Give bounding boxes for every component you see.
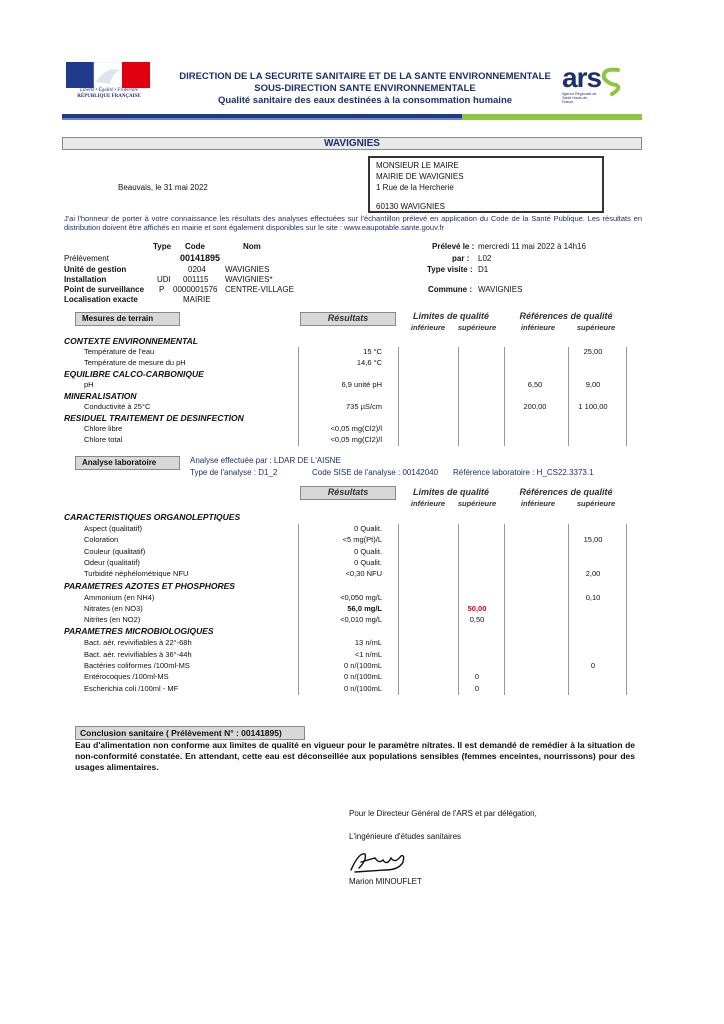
table-divider <box>568 524 569 695</box>
param-result: <5 mg(Pt)/L <box>342 535 382 545</box>
labo-type-analyse: Type de l'analyse : D1_2 <box>190 468 278 477</box>
param-result: 0 Qualit. <box>354 524 382 533</box>
terrain-col-lim-inf: inférieure <box>410 323 446 332</box>
table-divider <box>626 524 627 695</box>
labo-section-header: Analyse laboratoire <box>75 456 180 470</box>
cell-ref-sup: 2,00 <box>585 569 601 579</box>
prelevement-label: Prélèvement <box>64 254 109 263</box>
ars-tagline: Agence Régionale de Santé Hauts-de-France <box>562 92 597 104</box>
localisation-nom: MAIRIE <box>183 295 211 304</box>
point-type: P <box>159 285 165 294</box>
unite-code: 0204 <box>188 265 206 274</box>
terrain-col-limites: Limites de qualité <box>412 311 490 321</box>
table-divider <box>504 347 505 446</box>
commune-label: Commune : <box>428 285 472 294</box>
info-col-nom: Nom <box>243 242 261 251</box>
group-title: RESIDUEL TRAITEMENT DE DESINFECTION <box>64 413 244 423</box>
address-line1: MONSIEUR LE MAIRE <box>376 161 459 170</box>
ars-swoosh-icon <box>596 66 624 96</box>
header-rule-green <box>462 114 642 120</box>
terrain-section-header: Mesures de terrain <box>75 312 180 326</box>
param-name: Aspect (qualitatif) <box>84 524 142 533</box>
param-name: Turbidité néphélométrique NFU <box>84 569 189 579</box>
point-code: 0000001576 <box>173 285 218 294</box>
param-result: 0 Qualit. <box>354 546 382 556</box>
commune-title: WAVIGNIES <box>62 137 642 150</box>
signature-name: Marion MINOUFLET <box>349 877 422 886</box>
param-name: Coloration <box>84 535 119 545</box>
param-result: 15 °C <box>363 347 382 356</box>
type-visite-value: D1 <box>478 265 489 274</box>
labo-reference: Référence laboratoire : H_CS22.3373.1 <box>453 468 594 477</box>
table-divider <box>298 347 299 446</box>
installation-code: 001115 <box>183 275 209 284</box>
cell-ref-sup: 15,00 <box>583 535 603 545</box>
param-name: Odeur (qualitatif) <box>84 557 140 567</box>
param-result: 0 n/(100mL <box>344 683 382 693</box>
param-name: Escherichia coli /100ml - MF <box>84 683 179 693</box>
preleve-label: Prélevé le : <box>432 242 475 251</box>
labo-col-lim-inf: inférieure <box>410 499 446 508</box>
param-name: Température de mesure du pH <box>84 358 186 367</box>
cell-lim-sup: 0,50 <box>469 615 485 625</box>
rf-text <box>64 88 154 100</box>
commune-value: WAVIGNIES <box>478 285 523 294</box>
terrain-col-ref-sup: supérieure <box>576 323 616 332</box>
param-name: Entérocoques /100ml-MS <box>84 672 169 682</box>
republique-francaise-logo <box>66 62 150 88</box>
installation-label: Installation <box>64 275 107 284</box>
cell-ref-sup: 9,00 <box>585 380 601 389</box>
param-result: 0 Qualit. <box>354 557 382 567</box>
param-name: Chlore total <box>84 435 123 444</box>
param-name: pH <box>84 380 94 389</box>
group-title: EQUILIBRE CALCO-CARBONIQUE <box>64 369 204 379</box>
conclusion-header: Conclusion sanitaire ( Prélèvement N° : 00141895) <box>75 726 305 740</box>
param-result: <0,010 mg/L <box>340 615 382 625</box>
table-divider <box>458 347 459 446</box>
param-name: Nitrates (en NO3) <box>84 603 143 613</box>
point-label: Point de surveillance <box>64 285 145 294</box>
terrain-col-references: Références de qualité <box>519 311 613 321</box>
installation-type: UDI <box>157 275 171 284</box>
param-result: <0,05 mg(Cl2)/l <box>330 424 382 433</box>
param-result: 13 n/mL <box>354 638 382 648</box>
param-name: Bact. aér. revivifiables à 36°-44h <box>84 649 192 659</box>
labo-col-resultats: Résultats <box>327 487 369 497</box>
param-name: Couleur (qualitatif) <box>84 546 146 556</box>
header-title-line2: SOUS-DIRECTION SANTE ENVIRONNEMENTALE <box>254 83 476 94</box>
rf-name: RÉPUBLIQUE FRANÇAISE <box>77 94 141 99</box>
localisation-label: Localisation exacte <box>64 295 138 304</box>
date-line: Beauvais, le 31 mai 2022 <box>118 183 208 192</box>
table-divider <box>458 524 459 695</box>
labo-effectuee-par: Analyse effectuée par : LDAR DE L'AISNE <box>190 456 341 465</box>
header-title-line1: DIRECTION DE LA SECURITE SANITAIRE ET DE LA SANTE ENVIRONNEMENTALE <box>179 71 551 82</box>
par-value: L02 <box>478 254 492 263</box>
table-divider <box>398 524 399 695</box>
address-line3: 1 Rue de la Hercherie <box>376 183 454 192</box>
rf-motto: Liberté • Égalité • Fraternité <box>80 88 138 93</box>
param-result: 0 n/(100mL <box>344 661 382 670</box>
param-result: 56,0 mg/L <box>347 603 382 613</box>
labo-col-lim-sup: supérieure <box>457 499 497 508</box>
group-title: CARACTERISTIQUES ORGANOLEPTIQUES <box>64 512 241 522</box>
param-name: Bact. aér. revivifiables à 22°-68h <box>84 638 192 648</box>
labo-col-references: Références de qualité <box>519 487 613 497</box>
signature-line2: L'ingénieure d'études sanitaires <box>349 832 462 841</box>
param-result: 735 µS/cm <box>345 402 382 411</box>
group-title: PARAMETRES MICROBIOLOGIQUES <box>64 626 214 637</box>
param-result: <0,30 NFU <box>345 569 382 579</box>
cell-ref-sup: 0 <box>590 661 596 670</box>
cell-ref-sup: 25,00 <box>583 347 603 356</box>
ars-logo-text: ars <box>562 62 602 93</box>
header-title-line3: Qualité sanitaire des eaux destinées à la consommation humaine <box>217 95 513 106</box>
address-line4: 60130 WAVIGNIES <box>376 202 445 211</box>
point-nom: CENTRE-VILLAGE <box>225 285 294 294</box>
info-col-code: Code <box>185 242 205 251</box>
ars-logo <box>562 64 632 104</box>
unite-label: Unité de gestion <box>64 265 127 274</box>
cell-lim-sup: 0 <box>474 683 480 693</box>
terrain-col-resultats: Résultats <box>327 313 369 323</box>
param-result: 14,6 °C <box>356 358 382 367</box>
address-box <box>368 156 604 213</box>
preleve-value: mercredi 11 mai 2022 à 14h16 <box>478 242 586 251</box>
param-result: 0 n/(100mL <box>344 672 382 682</box>
info-col-type: Type <box>153 242 172 251</box>
conclusion-text: Eau d'alimentation non conforme aux limites de qualité en vigueur pour le paramètre nitrates. Il est demandé de remédier à la situation de non-conformité constatée. En attendant, cette eau est déconseillée aux populations sensibles (femmes enceintes, nourrissons) pour des usages alimentaires. <box>75 740 635 772</box>
installation-nom: WAVIGNIES* <box>225 275 273 284</box>
unite-nom: WAVIGNIES <box>225 265 270 274</box>
cell-ref-inf: 200,00 <box>523 402 547 411</box>
param-result: 6,9 unité pH <box>341 380 382 389</box>
terrain-col-ref-inf: inférieure <box>520 323 556 332</box>
table-divider <box>298 524 299 695</box>
param-name: Conductivité à 25°C <box>84 402 151 411</box>
prelevement-code: 00141895 <box>180 253 221 263</box>
group-title: MINERALISATION <box>64 391 137 401</box>
labo-col-limites: Limites de qualité <box>412 487 490 497</box>
cell-ref-inf: 6,50 <box>527 380 543 389</box>
param-name: Ammonium (en NH4) <box>84 592 155 602</box>
param-name: Bactéries coliformes /100ml-MS <box>84 661 190 670</box>
labo-code-sise: Code SISE de l'analyse : 00142040 <box>312 468 439 477</box>
cell-ref-sup: 1 100,00 <box>578 402 608 411</box>
labo-col-ref-sup: supérieure <box>576 499 616 508</box>
param-result: <0,05 mg(Cl2)/l <box>330 435 382 444</box>
param-result: <1 n/mL <box>354 649 382 659</box>
group-title: PARAMETRES AZOTES ET PHOSPHORES <box>64 580 235 591</box>
table-divider <box>568 347 569 446</box>
table-divider <box>626 347 627 446</box>
intro-text: J'ai l'honneur de porter à votre connaissance les résultats des analyses effectuées sur l'échantillon prélevé en application du Code de la Santé Publique. Les résultats en distribution doivent être affichés en mairie et sont également disponibles sur le site : www.eaupotable.sante.gouv.fr <box>64 214 642 232</box>
cell-lim-sup: 50,00 <box>467 603 487 613</box>
param-name: Nitrites (en NO2) <box>84 615 141 625</box>
param-name: Température de l'eau <box>84 347 155 356</box>
group-title: CONTEXTE ENVIRONNEMENTAL <box>64 336 198 346</box>
par-label: par : <box>452 254 470 263</box>
address-line2: MAIRIE DE WAVIGNIES <box>376 172 464 181</box>
table-divider <box>398 347 399 446</box>
handwritten-signature <box>345 846 415 878</box>
param-result: <0,050 mg/L <box>340 592 382 602</box>
labo-col-ref-inf: inférieure <box>520 499 556 508</box>
type-visite-label: Type visite : <box>427 265 473 274</box>
param-name: Chlore libre <box>84 424 123 433</box>
signature-line1: Pour le Directeur Général de l'ARS et par délégation, <box>349 809 537 818</box>
cell-lim-sup: 0 <box>474 672 480 682</box>
table-divider <box>504 524 505 695</box>
cell-ref-sup: 0,10 <box>585 592 601 602</box>
terrain-col-lim-sup: supérieure <box>457 323 497 332</box>
